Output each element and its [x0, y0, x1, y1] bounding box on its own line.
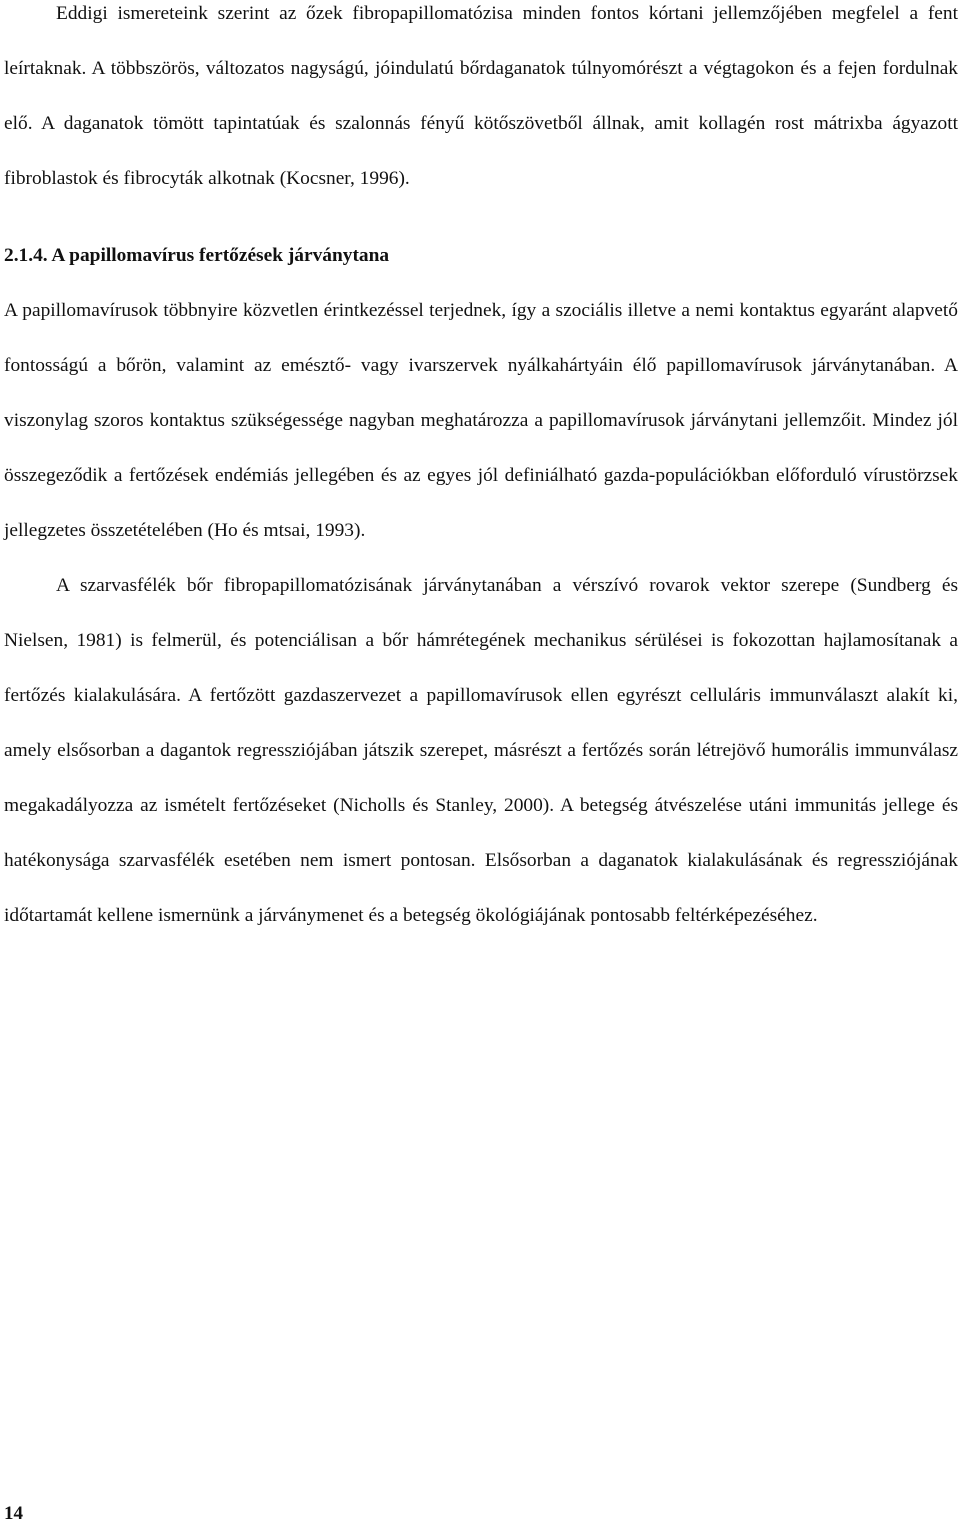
paragraph-fibropapillomatosis: Eddigi ismereteink szerint az őzek fibropapillomatózisa minden fontos kórtani jellemzőjében megfelel a fent leírtaknak. A többszörös, változatos nagyságú, jóindulatú bőrdaganatok túlnyomórészt a végtagokon és a fejen fordulnak elő. A daganatok tömött tapintatúak és szalonnás fényű kötőszövetből állnak, amit kollagén rost mátrixba ágyazott fibroblastok és fibrocyták alkotnak (Kocsner, 1996). [4, 3, 958, 189]
paragraph-transmission: A papillomavírusok többnyire közvetlen érintkezéssel terjednek, így a szociális illetve a nemi kontaktus egyaránt alapvető fontosságú a bőrön, valamint az emésztő- vagy ivarszervek nyálkahártyáin élő papillomavírusok járványtanában. A viszonylag szoros kontaktus szükségessége nagyban meghatározza a papillomavírusok járványtani jellemzőit. Mindez jól összegeződik a fertőzések endémiás jellegében és az egyes jól definiálható gazda-populációkban előforduló vírustörzsek jellegzetes összetételében (Ho és mtsai, 1993). [4, 300, 958, 541]
page-number: 14 [4, 1503, 23, 1524]
paragraph-epidemiology: A szarvasfélék bőr fibropapillomatózisának járványtanában a vérszívó rovarok vektor szerepe (Sundberg és Nielsen, 1981) is felmerül, és potenciálisan a bőr hámrétegének mechanikus sérülései is fokozottan hajlamosítanak a fertőzés kialakulására. A fertőzött gazdaszervezet a papillomavírusok ellen egyrészt celluláris immunválaszt alakít ki, amely elsősorban a dagantok regressziójában játszik szerepet, másrészt a fertőzés során létrejövő humorális immunválasz megakadályozza az ismételt fertőzéseket (Nicholls és Stanley, 2000). A betegség átvészelése utáni immunitás jellege és hatékonysága szarvasfélék esetében nem ismert pontosan. Elsősorban a daganatok kialakulásának és regressziójának időtartamát kellene ismernünk a járványmenet és a betegség ökológiájának pontosabb feltérképezéséhez. [4, 575, 958, 926]
section-heading: 2.1.4. A papillomavírus fertőzések járványtana [4, 245, 390, 266]
document-page [4, 0, 958, 943]
